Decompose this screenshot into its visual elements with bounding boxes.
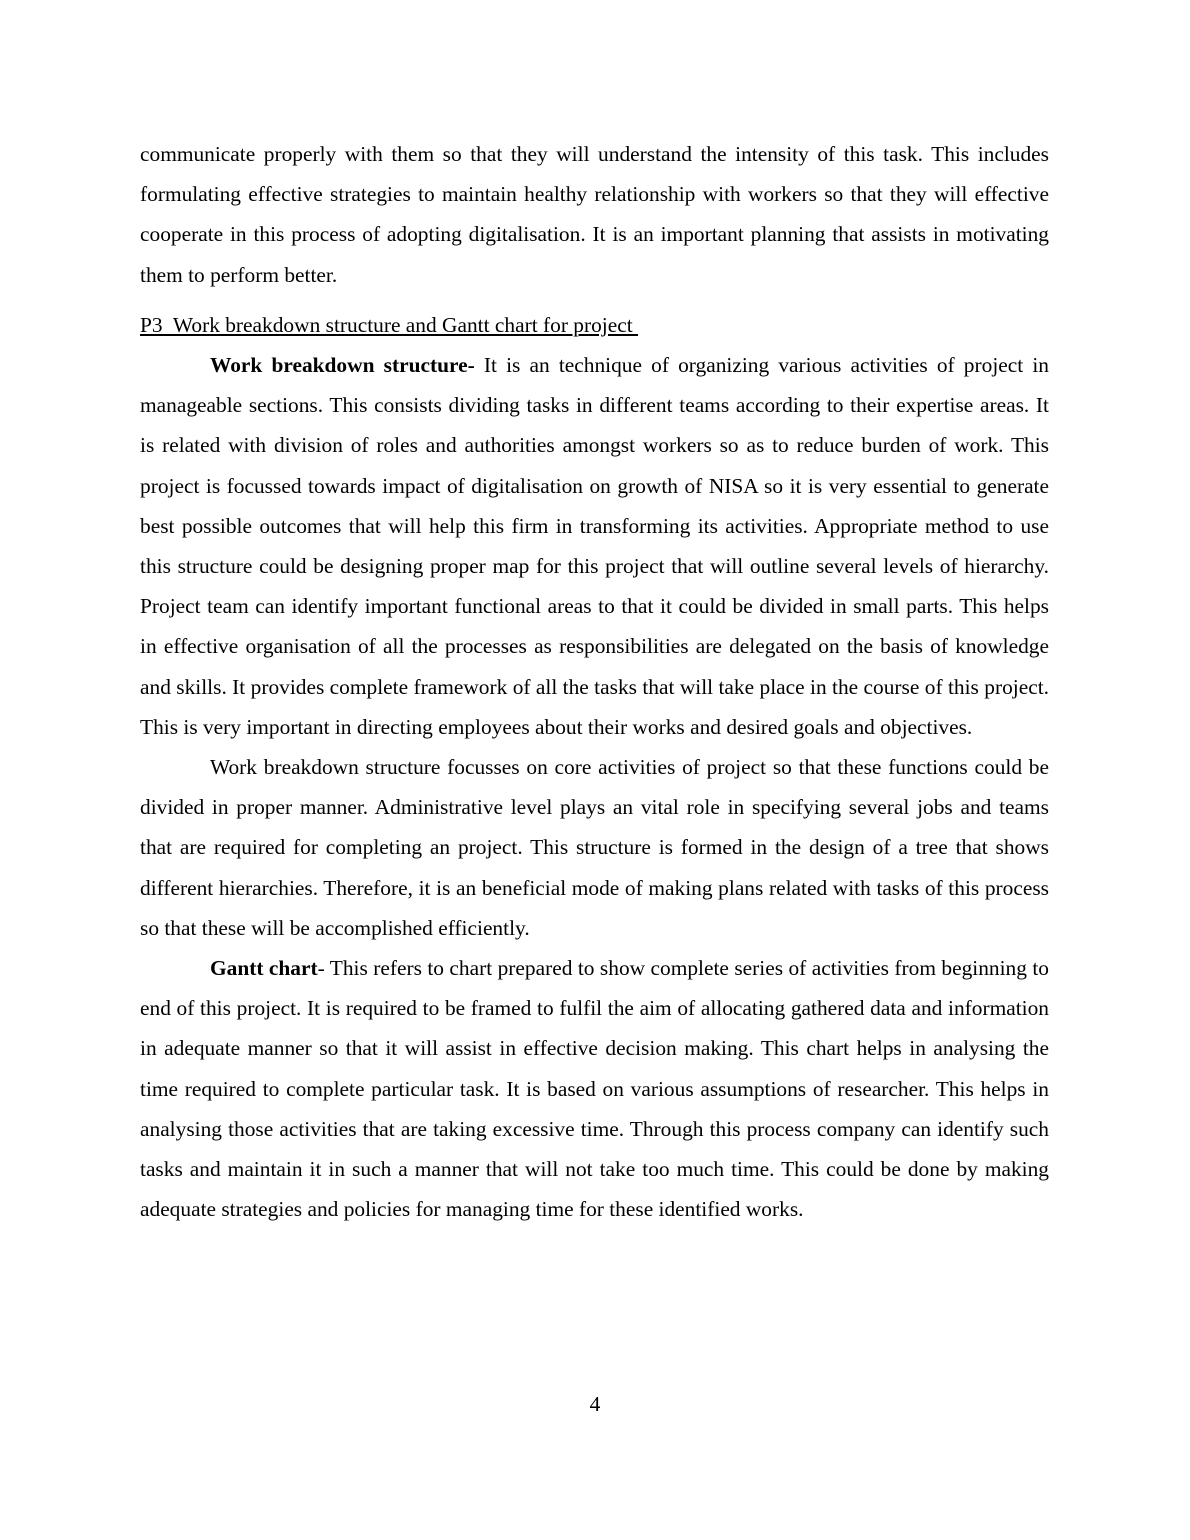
gantt-term: Gantt chart [210, 956, 318, 981]
wbs-term: Work breakdown structure- [210, 353, 475, 378]
gantt-text: - This refers to chart prepared to show complete series of activities from beginning to end of this project. It is required to be framed to fulfil the aim of allocating gathered data and information in adequate manner so that it will assist in effective decision making. This chart helps in analysing the time required to complete particular task. It is based on various assumptions of researcher. This helps in analysing those activities that are taking excessive time. Through this process company can identify such tasks and maintain it in such a manner that will not take too much time. This could be done by making adequate strategies and policies for managing time for these identified works. [140, 956, 1050, 1222]
section-heading: P3 Work breakdown structure and Gantt chart for project [140, 312, 639, 337]
page-body [140, 134, 1049, 1229]
page-number: 4 [589, 1392, 601, 1416]
wbs-paragraph-2: Work breakdown structure focusses on core activities of project so that these functions could be divided in proper manner. Administrative level plays an vital role in specifying several jobs and teams that are required for completing an project. This structure is formed in the design of a tree that shows different hierarchies. Therefore, it is an beneficial mode of making plans related with tasks of this process so that these will be accomplished efficiently. [140, 755, 1049, 940]
wbs-text: It is an technique of organizing various activities of project in manageable sections. This consists dividing tasks in different teams according to their expertise areas. It is related with division of roles and authorities amongst workers so as to reduce burden of work. This project is focussed towards impact of digitalisation on growth of NISA so it is very essential to generate best possible outcomes that will help this firm in transforming its activities. Appropriate method to use this structure could be designing proper map for this project that will outline several levels of hierarchy. Project team can identify important functional areas to that it could be divided in small parts. This helps in effective organisation of all the processes as responsibilities are delegated on the basis of knowledge and skills. It provides complete framework of all the tasks that will take place in the course of this project. This is very important in directing employees about their works and desired goals and objectives. [140, 353, 1049, 739]
wbs-paragraph [140, 345, 1049, 747]
gantt-paragraph [140, 948, 1049, 1229]
intro-paragraph: communicate properly with them so that they will understand the intensity of this task. This includes formulating effective strategies to maintain healthy relationship with workers so that they will effective cooperate in this process of adopting digitalisation. It is an important planning that assists in motivating them to perform better. [140, 142, 1049, 287]
